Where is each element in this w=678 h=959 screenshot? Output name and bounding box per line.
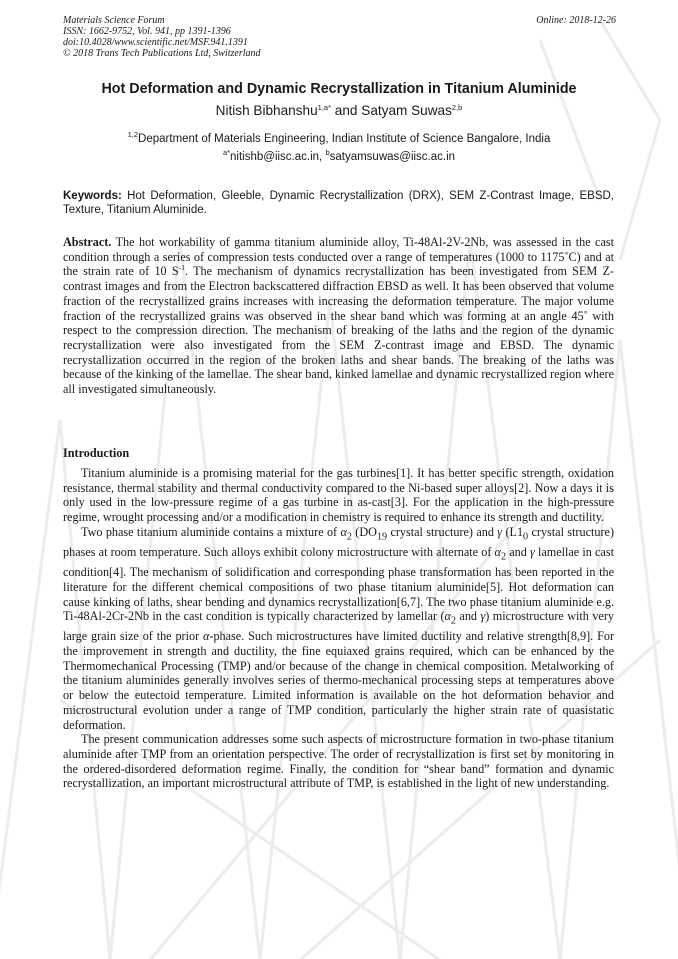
gamma-symbol: γ — [529, 544, 535, 559]
email-a-marker: a* — [222, 148, 231, 157]
subscript: 0 — [523, 531, 529, 543]
authors-conjunction: and — [331, 103, 362, 118]
gamma-symbol: γ — [497, 524, 503, 539]
intro-paragraph-2 — [63, 525, 614, 732]
intro-paragraph-1: Titanium aluminide is a promising material for the gas turbines[1]. It has better specific strength, oxidation resistance, thermal stability and thermal conductivity compared to the Ni-based super alloys[2]. Now a days it is only used in the low-pressure regime of a gas turbine in as-cast[3]. For the application in the high-pressure regime, wrought processing and/or a modification in chemistry is required to enhance its strength and ductility. — [63, 466, 614, 525]
copyright-line: © 2018 Trans Tech Publications Ltd, Switzerland — [63, 48, 261, 59]
subscript: 2 — [450, 615, 456, 627]
keywords-label: Keywords: — [63, 190, 122, 202]
p2-text: crystal structure) and — [387, 524, 498, 539]
author-1-affil: 1,a* — [317, 103, 332, 112]
abstract-block — [63, 235, 614, 397]
email-a[interactable]: nitishb@iisc.ac.in, — [230, 151, 326, 163]
gamma-symbol: γ — [480, 609, 486, 624]
online-date: Online: 2018-12-26 — [536, 15, 616, 26]
p2-text: -phase. Such microstructures have limited ductility and relative strength[8,9]. For the improvement in strength and ductility, the fine equiaxed grains required, which can be enhanced by the Thermomechanical Processing (TMP) and/or because of the change in chemical composition. Metalworking of the titanium aluminides generally involves series of thermo-mechanical processing steps at temperatures above or below the eutectoid temperature. Limited information is available on the hot deformation behavior and microstructural evolution under a range of TMP condition, particularly the higher strain rate of quasistatic deformation. — [63, 629, 614, 732]
journal-header — [63, 15, 261, 59]
author-line — [0, 103, 678, 118]
p2-text: and — [506, 544, 530, 559]
email-b[interactable]: satyamsuwas@iisc.ac.in — [329, 151, 456, 163]
p2-text: (DO — [351, 524, 377, 539]
affiliation-text: Department of Materials Engineering, Indian Institute of Science Bangalore, India — [138, 133, 551, 145]
affiliation-marker: 1,2 — [127, 130, 139, 139]
author-1-name: Nitish Bibhanshu — [215, 103, 318, 118]
keywords-block — [63, 189, 614, 217]
doi-link[interactable]: doi:10.4028/www.scientific.net/MSF.941.1391 — [63, 37, 248, 48]
p2-text: (L1 — [502, 524, 524, 539]
email-line — [0, 148, 678, 163]
intro-paragraph-3: The present communication addresses some such aspects of microstructure formation in two-phase titanium aluminide after TMP from an orientation perspective. The order of recrystallization is first set by monitoring in the ordered-disordered deformation regime. Finally, the condition for “shear band” formation and dynamic recrystallization, an important microstructural attribute of TMP, is established in the light of new understanding. — [63, 732, 614, 791]
alpha-symbol: α — [202, 629, 210, 644]
subscript: 2 — [346, 531, 352, 543]
alpha-symbol: α — [340, 524, 347, 539]
subscript: 2 — [500, 551, 507, 563]
affiliation — [0, 130, 678, 145]
p2-text: Two phase titanium aluminide contains a mixture of — [81, 524, 341, 539]
abstract-text-1: The hot workability of gamma titanium aluminide alloy, Ti-48Al-2V-2Nb, was assessed in the cast condition through a series of compression tests conducted over a range of temperatures (1000 to 1175˚C) and at the strain rate of 10 S — [63, 235, 614, 279]
abstract-label: Abstract. — [63, 235, 112, 249]
alpha-symbol: α — [444, 609, 451, 624]
keywords-text: Hot Deformation, Gleeble, Dynamic Recrystallization (DRX), SEM Z-Contrast Image, EBSD, Texture, Titanium Aluminide. — [63, 190, 614, 216]
p2-text: lamellae in cast condition[4]. The mechanism of solidification and corresponding phase transformation has been reported in the literature for the different chemical compositions of two phase titanium aluminide[5]. Hot deformation can cause kinking of laths, shear bending and dynamics recrystallization[6,7]. The two phase titanium aluminide e.g. Ti-48Al-2Cr-2Nb in the cast condition is typically characterized by lamellar ( — [63, 544, 614, 624]
author-2-affil: 2,b — [451, 103, 463, 112]
introduction-heading: Introduction — [63, 446, 130, 460]
alpha-symbol: α — [494, 544, 501, 559]
p2-text: and — [455, 609, 481, 624]
p2-text: ) microstructure with very large grain size of the prior — [63, 609, 614, 644]
email-b-marker: b — [325, 148, 330, 157]
paper-title: Hot Deformation and Dynamic Recrystallization in Titanium Aluminide — [101, 81, 577, 97]
strain-rate-exponent: -1 — [178, 263, 185, 273]
abstract-text-2: . The mechanism of dynamics recrystallization has been investigated from SEM Z-contrast images and from the Electron backscattered diffraction EBSD as well. It has been observed that volume fraction of the recrystallized grains increases with increasing the deformation temperature. The major volume fraction of the recrystallized grains was observed in the shear band which was forming at an angle 45˚ with respect to the compression direction. The mechanism of breaking of the laths and the region of the dynamic recrystallization were also investigated from the SEM Z-contrast image and EBSD. The dynamic recrystallization occurred in the region of the broken laths and shear bands. The breaking of the laths was because of the kinking of the lamellae. The shear band, kinked lamellae and dynamic recrystallized region where all investigated simultaneously. — [63, 264, 614, 397]
issn-line: ISSN: 1662-9752, Vol. 941, pp 1391-1396 — [63, 26, 231, 37]
journal-name: Materials Science Forum — [63, 15, 165, 26]
author-2-name: Satyam Suwas — [361, 103, 452, 118]
subscript: 19 — [376, 531, 388, 543]
introduction-body — [63, 466, 614, 791]
p2-text: crystal structure) phases at room temperature. Such alloys exhibit colony microstructure with alternate of — [63, 524, 614, 559]
